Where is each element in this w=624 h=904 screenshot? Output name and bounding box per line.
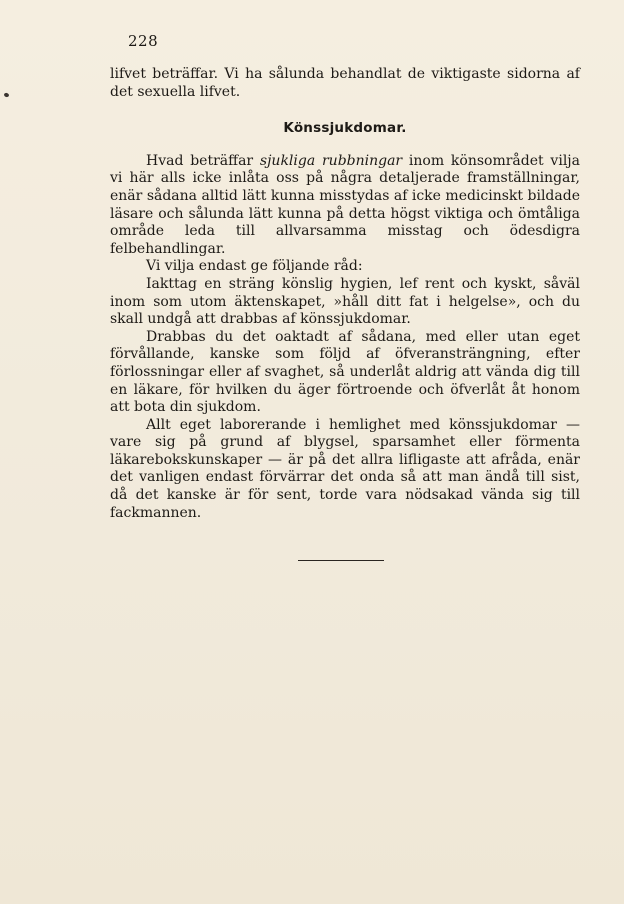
- section-end-rule: [298, 560, 384, 561]
- paragraph-2: Vi vilja endast ge följande råd:: [146, 258, 363, 275]
- section-heading: Könssjukdomar.: [283, 120, 407, 137]
- paragraph-1: [110, 153, 580, 259]
- paragraph-1-rest: inom könsområdet vilja vi här alls icke inlåta oss på några detaljerade framställningar, enär sådana alltid lätt kunna misstydas af icke medicinskt bildade läsare och sålunda lätt kunna på detta högst viktiga och ömtåliga område leda till allvarsamma misstag och ödesdigra felbehandlingar.: [110, 152, 580, 257]
- paragraph-1-emphasis: sjukliga rubbningar: [259, 152, 403, 169]
- paragraph-5: Allt eget laborerande i hemlighet med könssjukdomar — vare sig på grund af blygsel, sparsamhet eller förmenta läkarebokskunskaper — är på det allra lifligaste att afråda, enär det vanligen endast förvärrar det onda så att man ändå till sist, då det kanske är för sent, torde vara nödsakad vända sig till fackmannen.: [110, 416, 580, 521]
- paragraph-3: Iakttag en sträng könslig hygien, lef rent och kyskt, såväl inom som utom äktenskapet, »håll ditt fat i helgelse», och du skall undgå att drabbas af könssjukdomar.: [110, 275, 580, 328]
- opening-paragraph: lifvet beträffar. Vi ha sålunda behandlat de viktigaste sidorna af det sexuella lifvet.: [110, 66, 580, 100]
- margin-ink-speck: [3, 92, 9, 97]
- page-number: 228: [128, 32, 159, 50]
- body-text: [110, 66, 580, 522]
- paragraph-1-lead: Hvad beträffar: [146, 152, 260, 169]
- paragraph-4: Drabbas du det oaktadt af sådana, med eller utan eget förvållande, kanske som följd af öfveransträngning, efter förlossningar eller af svaghet, så underlåt aldrig att vända dig till en läkare, för hvilken du äger förtroende och öfverlåt åt honom att bota din sjukdom.: [110, 328, 580, 416]
